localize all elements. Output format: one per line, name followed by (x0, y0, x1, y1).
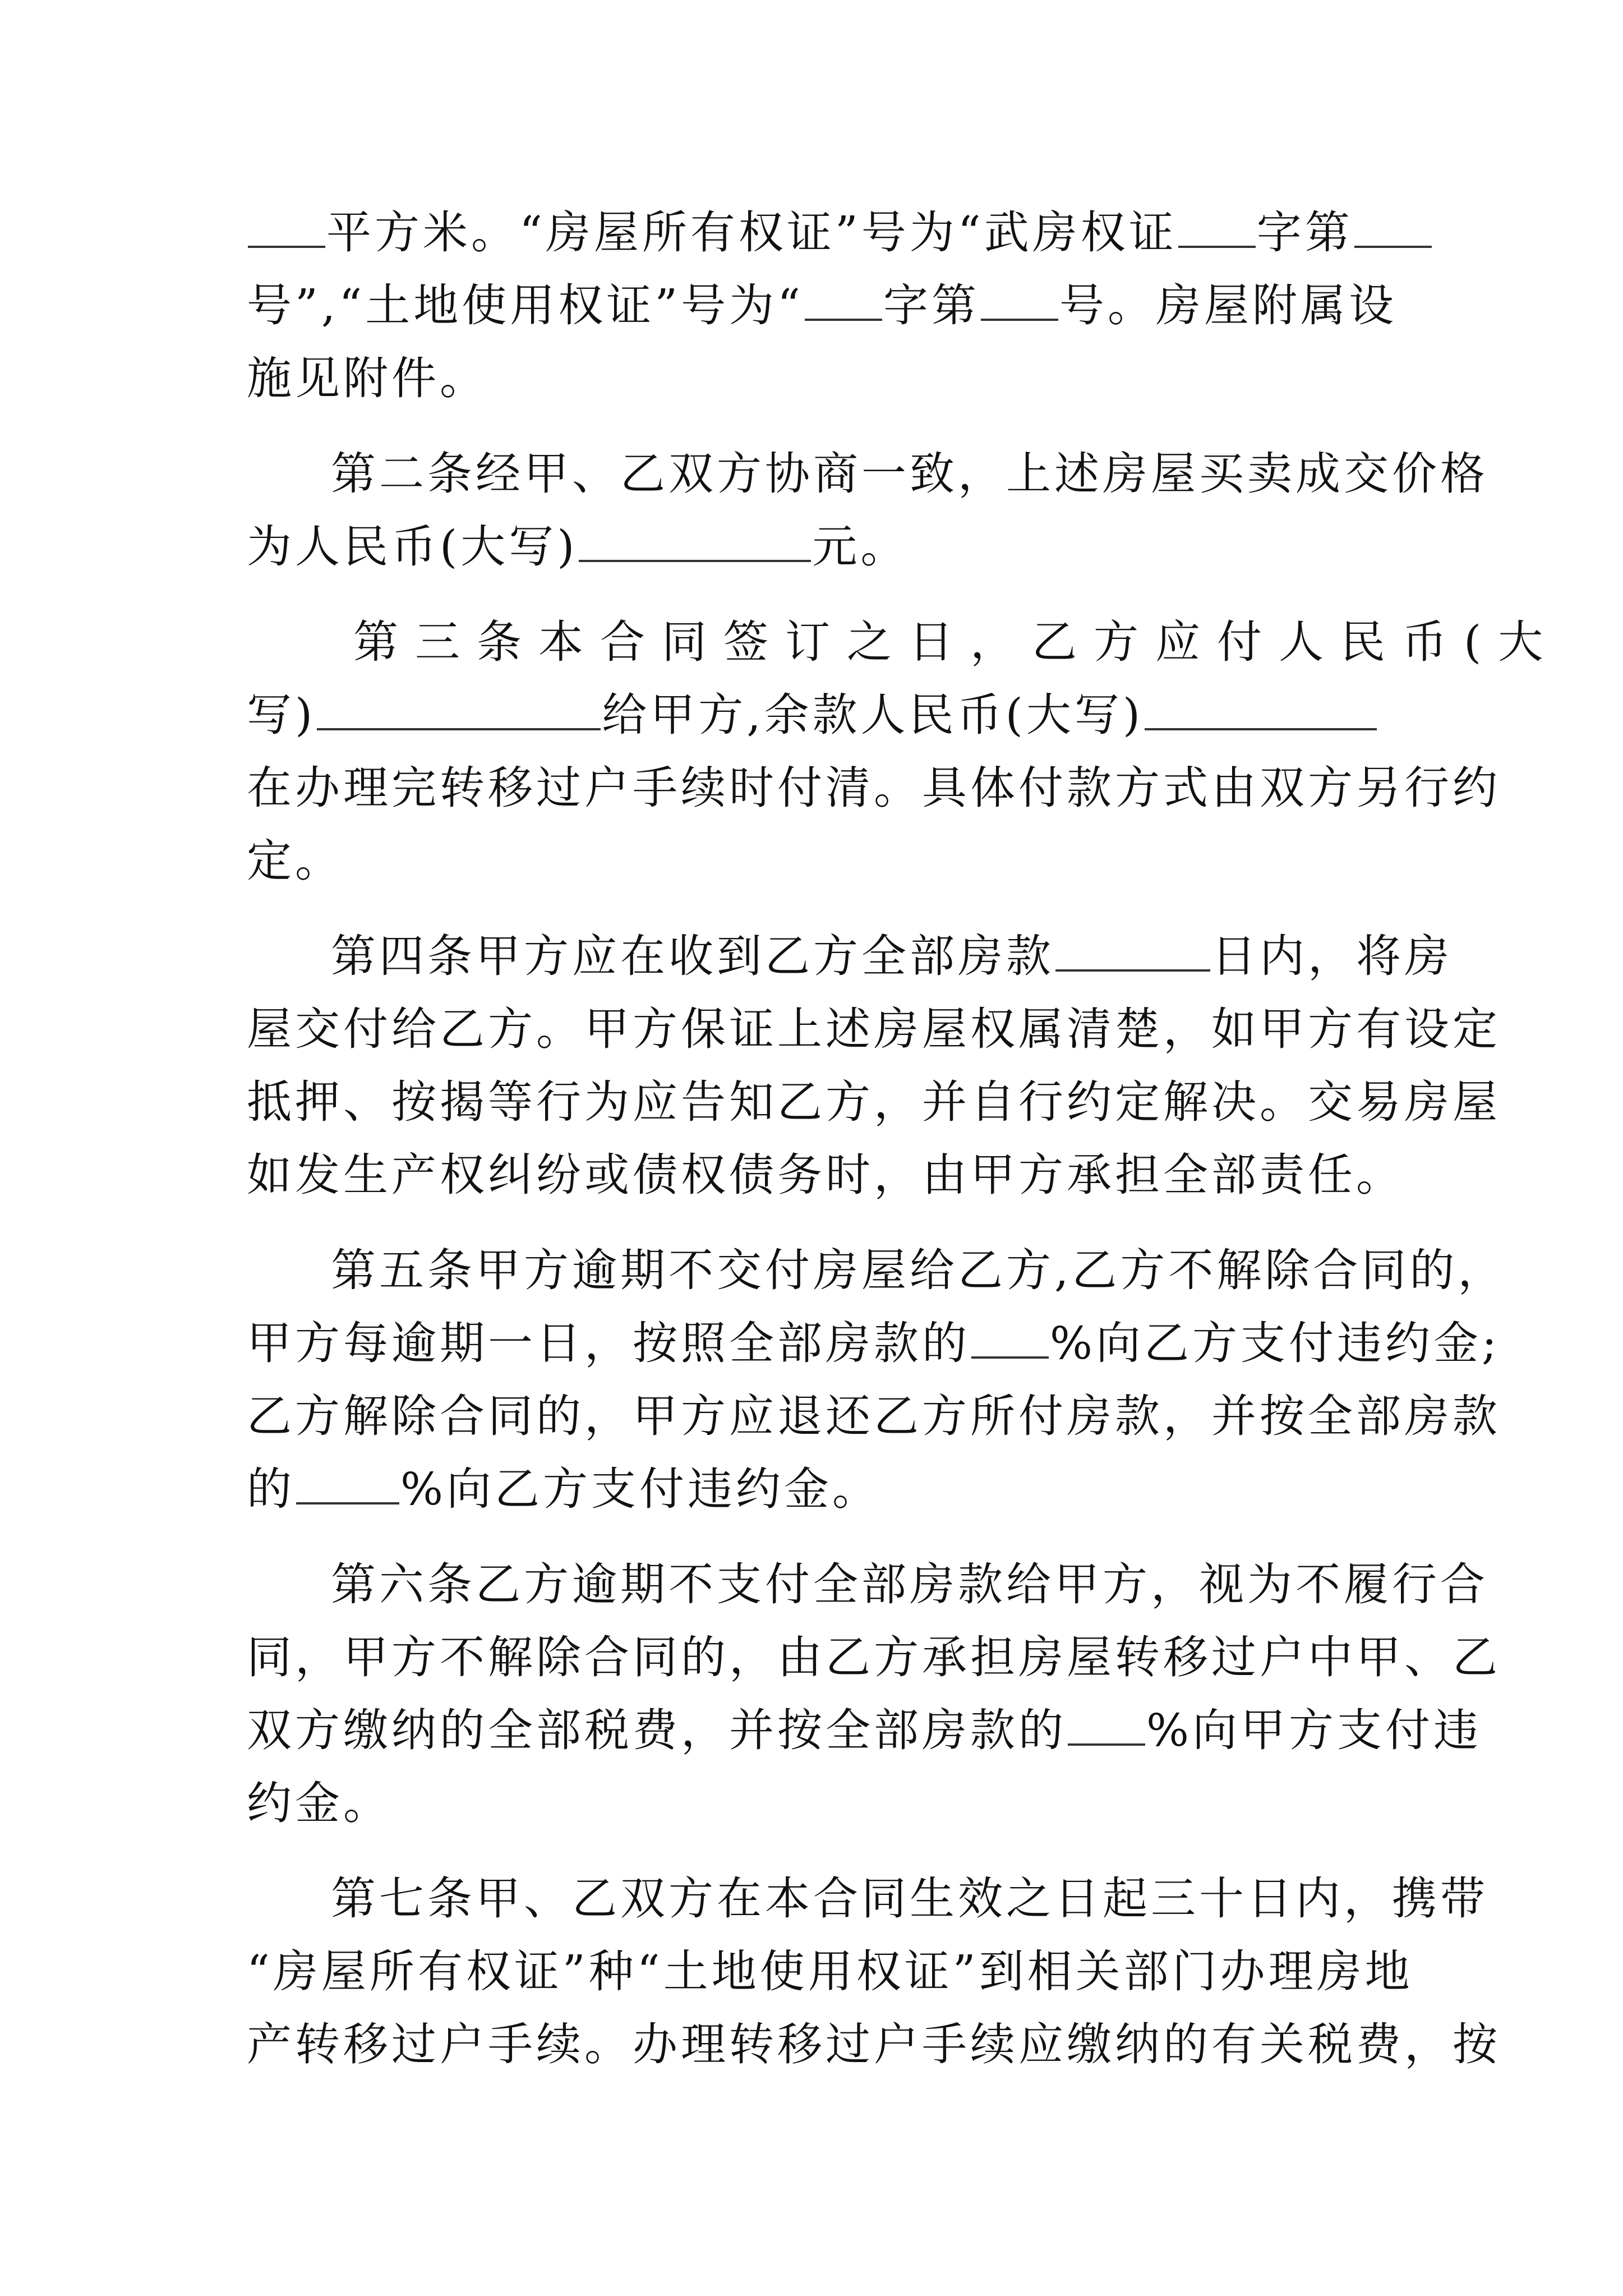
text-segment: 第五条甲方逾期不交付房屋给乙方,乙方不解除合同的， (331, 1244, 1506, 1296)
text-segment: 产转移过户手续。办理转移过户手续应缴纳的有关税费，按 (247, 2018, 1501, 2070)
text-segment: 屋交付给乙方。甲方保证上述房屋权属清楚，如甲方有设定 (247, 1003, 1501, 1055)
text-segment: %向乙方支付违约金。 (400, 1463, 881, 1515)
text-segment: 的 (247, 1463, 295, 1515)
text-line (247, 1458, 880, 1520)
fill-in-blank (1068, 1704, 1145, 1746)
fill-in-blank (296, 1463, 399, 1504)
text-segment: 字第 (1256, 206, 1353, 259)
text-line (247, 516, 909, 578)
text-line (247, 1627, 1501, 1688)
text-segment: 约金。 (247, 1777, 391, 1829)
text-line (247, 1941, 1413, 2003)
text-segment: 日内，将房 (1211, 930, 1453, 982)
text-segment: “房屋所有权证”种“土地使用权证”到相关部门办理房地 (247, 1945, 1413, 1998)
text-line (247, 1700, 1482, 1761)
fill-in-blank (971, 1317, 1049, 1359)
fill-in-blank (1055, 930, 1210, 972)
fill-in-blank (805, 279, 882, 321)
text-line (331, 926, 1453, 987)
text-segment: 如发生产权纠纷或债权债务时，由甲方承担全部责任。 (247, 1149, 1404, 1201)
text-line (353, 611, 1560, 673)
text-line (247, 684, 1378, 746)
text-segment: 号”,“土地使用权证”号为“ (247, 279, 804, 332)
text-segment: 元。 (812, 521, 909, 573)
text-line (247, 1144, 1404, 1206)
text-line (247, 2014, 1501, 2076)
text-line (331, 1554, 1488, 1616)
text-line (247, 757, 1501, 819)
fill-in-blank (579, 521, 811, 562)
text-line (331, 1240, 1506, 1301)
fill-in-blank (317, 689, 601, 730)
text-line (247, 275, 1397, 337)
text-line (331, 1868, 1488, 1930)
text-line (247, 999, 1501, 1060)
text-segment: 双方缴纳的全部税费，并按全部房款的 (247, 1704, 1067, 1756)
text-segment: 抵押、按揭等行为应告知乙方，并自行约定解决。交易房屋 (247, 1076, 1501, 1128)
fill-in-blank (248, 206, 325, 248)
text-segment: 第二条经甲、乙双方协商一致，上述房屋买卖成交价格 (331, 448, 1488, 500)
text-segment: 第七条甲、乙双方在本合同生效之日起三十日内，携带 (331, 1872, 1488, 1925)
text-segment: 第六条乙方逾期不支付全部房款给甲方，视为不履行合 (331, 1558, 1488, 1611)
text-segment: 施见附件。 (247, 352, 488, 404)
text-segment: 给甲方,余款人民币(大写) (602, 689, 1144, 741)
text-line (247, 1386, 1501, 1447)
text-segment: 同，甲方不解除合同的，由乙方承担房屋转移过户中甲、乙 (247, 1631, 1501, 1683)
text-line (331, 443, 1488, 505)
text-segment: 甲方每逾期一日，按照全部房款的 (247, 1317, 970, 1369)
text-segment: 号。房屋附属设 (1059, 279, 1398, 332)
fill-in-blank (1354, 206, 1432, 248)
text-line (247, 202, 1433, 264)
text-segment: 在办理完转移过户手续时付清。具体付款方式由双方另行约 (247, 762, 1501, 814)
text-line (247, 1313, 1500, 1374)
fill-in-blank (1178, 206, 1256, 248)
text-segment: %向甲方支付违 (1146, 1704, 1482, 1756)
text-line (247, 830, 343, 892)
fill-in-blank (981, 279, 1058, 321)
text-line (247, 1773, 391, 1834)
text-segment: 定。 (247, 835, 343, 887)
text-segment: %向乙方支付违约金; (1050, 1317, 1500, 1369)
text-segment: 为人民币(大写) (247, 521, 578, 573)
text-line (247, 348, 488, 409)
text-segment: 写) (247, 689, 316, 741)
text-segment: 乙方解除合同的，甲方应退还乙方所付房款，并按全部房款 (247, 1390, 1501, 1442)
text-segment: 第四条甲方应在收到乙方全部房款 (331, 930, 1054, 982)
fill-in-blank (1145, 689, 1377, 730)
text-segment: 第三条本合同签订之日，乙方应付人民币(大 (353, 616, 1560, 668)
text-line (247, 1071, 1501, 1133)
text-segment: 平方米。“房屋所有权证”号为“武房权证 (326, 206, 1177, 259)
text-segment: 字第 (883, 279, 980, 332)
